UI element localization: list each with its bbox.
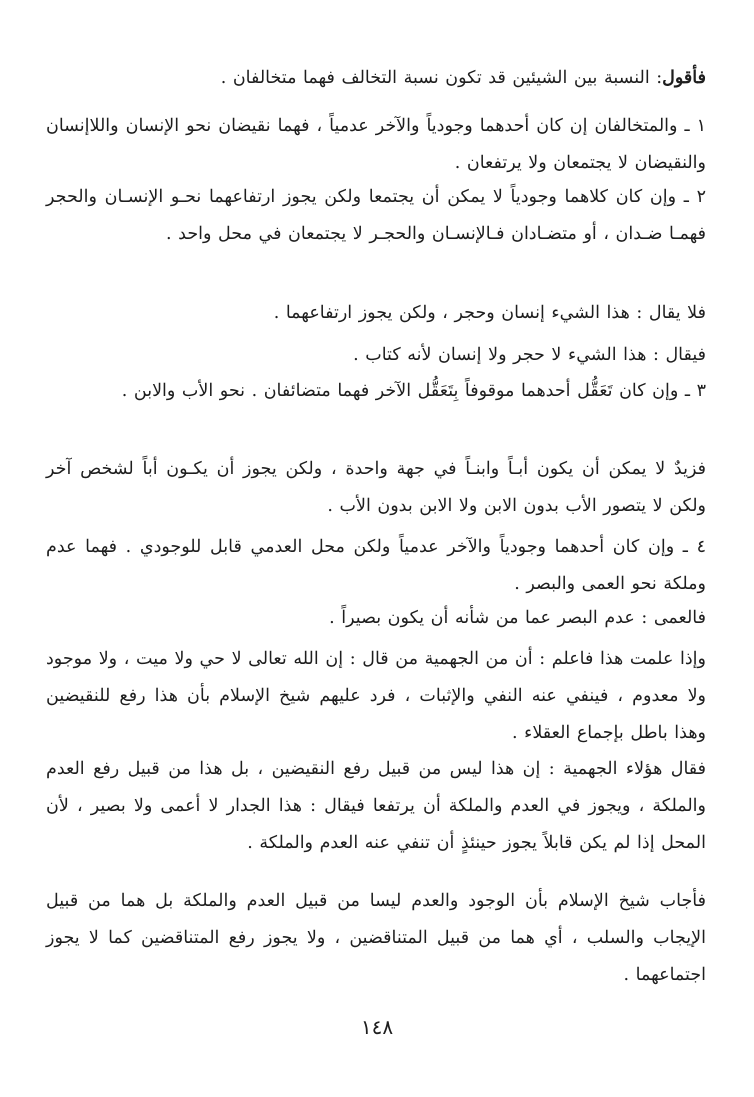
paragraph-6-zaid-example: فزيدٌ لا يمكن أن يكون أبـاً وابنـاً في جهة واحدة ، ولكن يجوز أن يكـون أباً لشخص آخر ولكن لا يتصور الأب بدون الابن ولا الابن بدون الأب . [46, 459, 706, 516]
paragraph-10-jahmiyya-reply: فقال هؤلاء الجهمية : إن هذا ليس من قبيل رفع النقيضين ، بل هذا من قبيل رفع العدم والملكة ، ويجوز في العدم والملكة أن يرتفعا فيقال : هذا الجدار لا أعمى ولا بصير ، لأن المحل إذا لم يكن قابلاً يجوز حينئذٍ أن تنفي عنه العدم والملكة . [46, 759, 706, 853]
intro-paragraph [46, 60, 706, 97]
paragraph-5-correlatives: ٣ ـ وإن كان تَعَقُّل أحدهما موقوفاً بِتَعَقُّل الآخر فهما متضائفان . نحو الأب والابن . [121, 381, 706, 401]
paragraph-1-contradictories: ١ ـ والمتخالفان إن كان أحدهما وجودياً والآخر عدمياً ، فهما نقيضان نحو الإنسان واللاإنسان والنقيضان لا يجتمعان ولا يرتفعان . [46, 116, 706, 173]
intro-text: : النسبة بين الشيئين قد تكون نسبة التخالف فهما متخالفان . [220, 68, 663, 88]
paragraph-4-example: فيقال : هذا الشيء لا حجر ولا إنسان لأنه كتاب . [353, 345, 706, 365]
paragraph-2-contraries: ٢ ـ وإن كان كلاهما وجودياً لا يمكن أن يجتمعا ولكن يجوز ارتفاعهما نحـو الإنسـان والحجر فهمـا ضـدان ، أو متضـادان فـالإنسـان والحجـر لا يجتمعان في محل واحد . [46, 187, 706, 244]
paragraph-9-jahmiyya: وإذا علمت هذا فاعلم : أن من الجهمية من قال : إن الله تعالى لا حي ولا ميت ، ولا موجود ولا معدوم ، فينفي عنه النفي والإثبات ، فرد عليهم شيخ الإسلام بأن هذا رفع للنقيضين وهذا باطل بإجماع العقلاء . [46, 649, 706, 743]
paragraph-3-example: فلا يقال : هذا الشيء إنسان وحجر ، ولكن يجوز ارتفاعهما . [273, 303, 706, 323]
page-number: ١٤٨ [360, 1015, 394, 1039]
paragraph-8-blindness: فالعمى : عدم البصر عما من شأنه أن يكون بصيراً . [329, 608, 706, 628]
intro-heading: فأقول [662, 68, 706, 88]
paragraph-7-privation-possession: ٤ ـ وإن كان أحدهما وجودياً والآخر عدمياً ولكن محل العدمي قابل للوجودي . فهما عدم وملكة نحو العمى والبصر . [46, 537, 706, 594]
paragraph-11-shaykh-answer: فأجاب شيخ الإسلام بأن الوجود والعدم ليسا من قبيل العدم والملكة بل هما من قبيل الإيجاب والسلب ، أي هما من قبيل المتناقضين ، ولا يجوز رفع المتناقضين كما لا يجوز اجتماعهما . [46, 891, 706, 985]
